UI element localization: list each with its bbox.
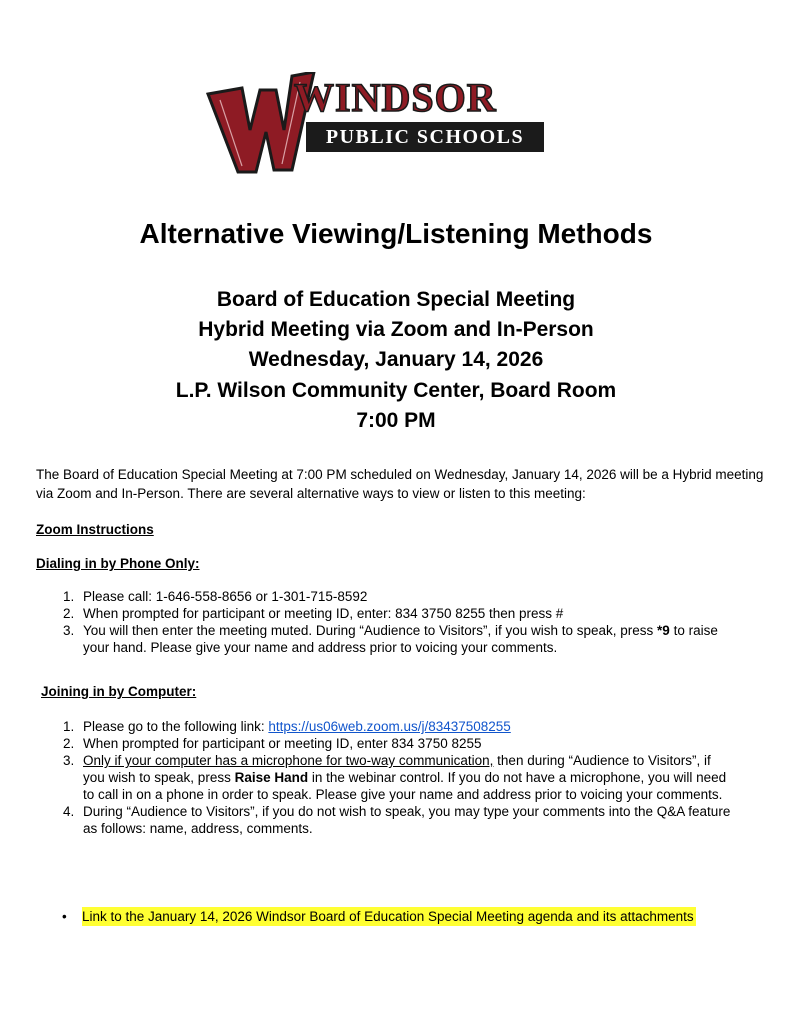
list-item xyxy=(36,803,736,837)
windsor-logo xyxy=(206,72,546,176)
logo-subtitle: PUBLIC SCHOOLS xyxy=(306,122,544,152)
zoom-instructions-heading: Zoom Instructions xyxy=(36,522,154,537)
list-number: 3. xyxy=(63,753,75,768)
phone-step-3a: You will then enter the meeting muted. During “Audience to Visitors”, if you wish to speak, press xyxy=(83,623,658,638)
computer-step-1: Please go to the following link: xyxy=(83,719,269,734)
list-number: 2. xyxy=(63,606,75,621)
phone-step-3b: to raise your hand. Please give your name and address prior to voicing your comments. xyxy=(83,623,718,655)
list-item xyxy=(36,622,736,656)
phone-step-3-code: *9 xyxy=(657,623,670,638)
computer-step-3-condition: Only if your computer has a microphone for two-way communication, xyxy=(83,753,494,768)
logo-name: WINDSOR xyxy=(294,75,497,120)
raise-hand-label: Raise Hand xyxy=(234,770,309,785)
list-item xyxy=(36,735,736,752)
list-number: 3. xyxy=(63,623,75,638)
computer-steps-list xyxy=(36,718,736,837)
phone-heading: Dialing in by Phone Only: xyxy=(36,556,200,571)
phone-steps-list xyxy=(36,588,736,656)
meeting-format: Hybrid Meeting via Zoom and In-Person xyxy=(198,318,594,341)
computer-step-2: When prompted for participant or meeting ID, enter 834 3750 8255 xyxy=(83,736,482,751)
page-title: Alternative Viewing/Listening Methods xyxy=(139,218,653,249)
list-number: 4. xyxy=(63,804,75,819)
phone-step-2: When prompted for participant or meeting ID, enter: 834 3750 8255 then press # xyxy=(83,606,564,621)
list-number: 1. xyxy=(63,719,75,734)
computer-step-4: During “Audience to Visitors”, if you do not wish to speak, you may type your comments into the Q&A feature as follows: name, address, comments. xyxy=(83,804,731,836)
computer-heading: Joining in by Computer: xyxy=(41,684,197,699)
agenda-link[interactable]: Link to the January 14, 2026 Windsor Board of Education Special Meeting agenda and its attachments xyxy=(82,909,694,924)
zoom-meeting-link[interactable]: https://us06web.zoom.us/j/83437508255 xyxy=(268,719,511,734)
computer-step-3a: then during “Audience to Visitors”, if you wish to speak, press xyxy=(83,753,711,785)
computer-step-3b: in the webinar control. If you do not have a microphone, you will need to call in on a phone in order to speak. Please give your name and address prior to voicing your comments. xyxy=(83,770,727,802)
list-item xyxy=(36,588,736,605)
list-item xyxy=(36,605,736,622)
phone-step-1: Please call: 1-646-558-8656 or 1-301-715-8592 xyxy=(83,589,368,604)
list-number: 2. xyxy=(63,736,75,751)
meeting-time: 7:00 PM xyxy=(356,409,436,432)
bullet-icon: • xyxy=(62,909,67,924)
meeting-date: Wednesday, January 14, 2026 xyxy=(248,348,544,371)
list-number: 1. xyxy=(63,589,75,604)
meeting-name: Board of Education Special Meeting xyxy=(216,288,576,311)
list-item xyxy=(36,718,736,735)
intro-paragraph: The Board of Education Special Meeting at 7:00 PM scheduled on Wednesday, January 14, 2026 will be a Hybrid meeting via Zoom and In-Person. There are several alternative ways to view or listen to this meeting: xyxy=(36,467,764,501)
list-item xyxy=(36,752,736,803)
meeting-location: L.P. Wilson Community Center, Board Room xyxy=(175,379,617,402)
